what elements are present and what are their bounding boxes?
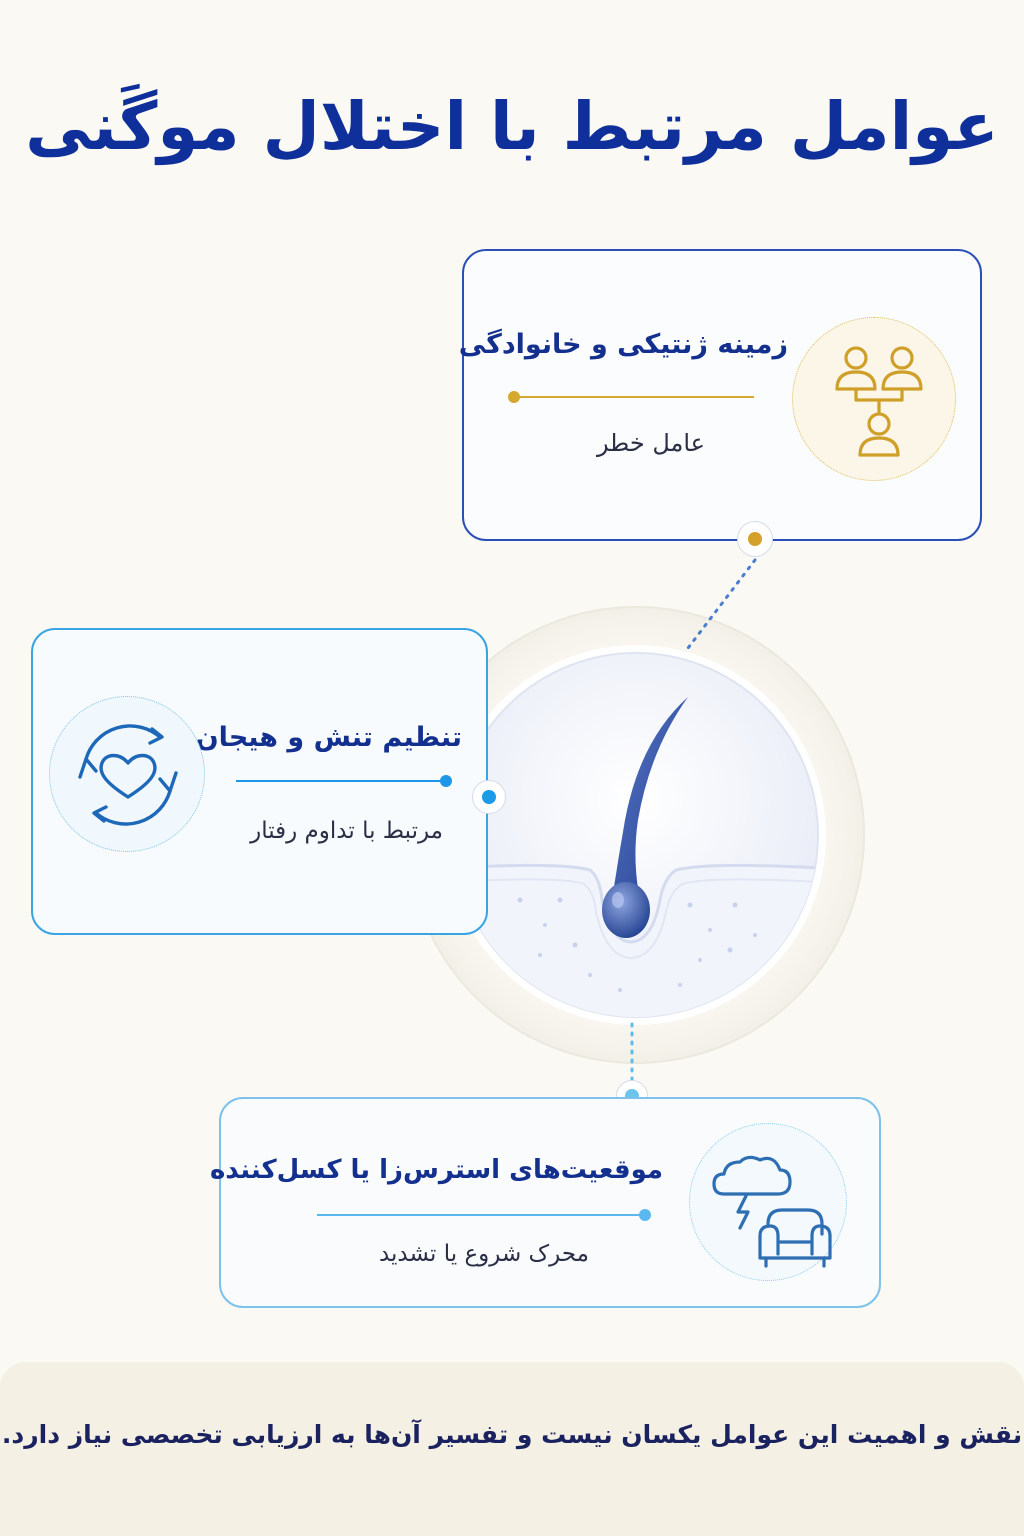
factor-subtitle: محرک شروع یا تشدید — [378, 1241, 589, 1267]
page-title: عوامل مرتبط با اختلال موگَنی — [25, 88, 999, 165]
connector-node — [472, 780, 506, 814]
storm-armchair-icon — [690, 1124, 848, 1282]
icon-badge — [689, 1123, 847, 1281]
connector-node — [737, 521, 773, 557]
icon-badge — [792, 317, 956, 481]
family-tree-icon — [793, 318, 957, 482]
heart-cycle-icon — [50, 697, 206, 853]
factor-divider — [317, 1214, 647, 1216]
factor-title: موقعیت‌های استرس‌زا یا کسل‌کننده — [209, 1155, 663, 1185]
factor-card-genetic — [458, 249, 982, 541]
factor-card-situations — [209, 1097, 881, 1308]
factor-subtitle: مرتبط با تداوم رفتار — [250, 818, 443, 844]
icon-badge — [49, 696, 205, 852]
factor-card-emotion — [31, 628, 488, 935]
footer-panel — [0, 1362, 1024, 1536]
factor-divider — [512, 396, 754, 398]
factor-title: تنظیم تنش و هیجان — [195, 722, 462, 753]
footer-note: نقش و اهمیت این عوامل یکسان نیست و تفسیر آن‌ها به ارزیابی تخصصی نیاز دارد. — [1, 1420, 1023, 1449]
factor-divider — [236, 780, 448, 782]
factor-subtitle: عامل خطر — [596, 429, 705, 457]
factor-title: زمینه ژنتیکی و خانوادگی — [458, 329, 788, 360]
